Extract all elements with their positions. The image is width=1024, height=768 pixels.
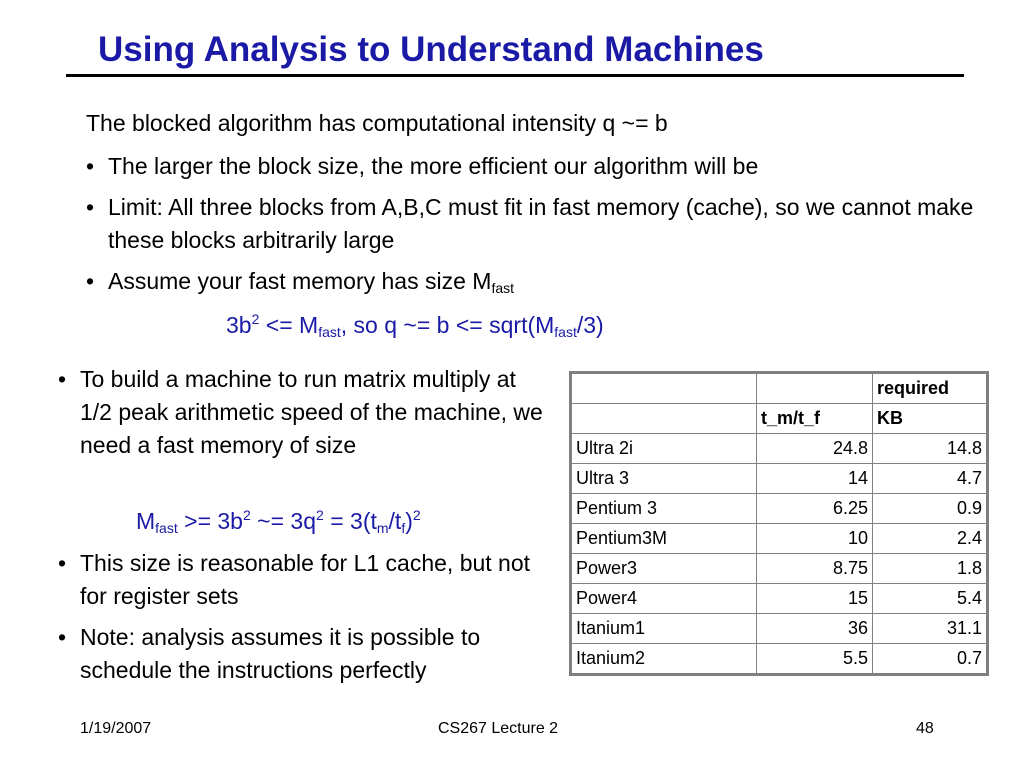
header-cell: [572, 374, 757, 404]
machine-name-cell: Power4: [572, 584, 757, 614]
ratio-cell: 8.75: [757, 554, 873, 584]
bullet-dot: •: [58, 366, 67, 392]
ratio-cell: 10: [757, 524, 873, 554]
bullet-dot: •: [86, 194, 95, 220]
slide-title: Using Analysis to Understand Machines: [98, 30, 764, 69]
bullet-text: Note: analysis assumes it is possible to schedule the instructions perfectly: [80, 624, 481, 683]
bullet-text: The larger the block size, the more efficient our algorithm will be: [108, 153, 759, 179]
kb-cell: 0.9: [873, 494, 987, 524]
machine-name-cell: Pentium3M: [572, 524, 757, 554]
machine-name-cell: Ultra 3: [572, 464, 757, 494]
bullet-dot: •: [58, 550, 67, 576]
bullet-build-machine: [58, 363, 550, 462]
header-cell: [572, 404, 757, 434]
table-row: [572, 524, 987, 554]
table-row: [572, 434, 987, 464]
ratio-cell: 15: [757, 584, 873, 614]
title-underline: [66, 74, 964, 77]
kb-cell: 1.8: [873, 554, 987, 584]
table-row: [572, 494, 987, 524]
table-header-row: [572, 404, 987, 434]
subscript-fast: fast: [491, 280, 515, 296]
footer-date: 1/19/2007: [80, 720, 152, 737]
kb-cell: 14.8: [873, 434, 987, 464]
bullet-dot: •: [58, 624, 67, 650]
ratio-cell: 6.25: [757, 494, 873, 524]
formula-fast-memory: $M_{fast} >= 3b^2$ ~= $3q^2 = 3(t_m/t_f)^2$: [136, 507, 421, 536]
bullet-l1-cache: [58, 547, 550, 613]
bullet-block-size: [86, 150, 988, 183]
table-header-row: [572, 374, 987, 404]
kb-cell: 0.7: [873, 644, 987, 674]
kb-cell: 31.1: [873, 614, 987, 644]
ratio-cell: 14: [757, 464, 873, 494]
formula-block-limit: $3b^2 <= M_{fast}$, so q ~= $b <= sqrt(M_{fast}/3)$: [226, 311, 604, 340]
machine-name-cell: Itanium1: [572, 614, 757, 644]
footer-course: CS267 Lecture 2: [438, 720, 559, 737]
bullet-text: Limit: All three blocks from A,B,C must fit in fast memory (cache), so we cannot make these blocks arbitrarily large: [108, 194, 974, 253]
table-row: [572, 644, 987, 674]
bullet-dot: •: [86, 153, 95, 179]
machine-name-cell: Itanium2: [572, 644, 757, 674]
bullet-schedule-note: [58, 621, 550, 687]
kb-cell: 5.4: [873, 584, 987, 614]
table-row: [572, 554, 987, 584]
machine-table: [571, 373, 987, 674]
table-row: [572, 584, 987, 614]
header-ratio: t_m/t_f: [757, 404, 873, 434]
kb-cell: 4.7: [873, 464, 987, 494]
bullet-assume: [86, 265, 988, 298]
ratio-cell: 5.5: [757, 644, 873, 674]
table-row: [572, 464, 987, 494]
machine-name-cell: Ultra 2i: [572, 434, 757, 464]
bullet-limit: [86, 191, 988, 257]
header-kb: KB: [873, 404, 987, 434]
header-cell: [757, 374, 873, 404]
intro-line: The blocked algorithm has computational intensity q ~= b: [86, 110, 668, 136]
header-required: required: [873, 374, 987, 404]
table-row: [572, 614, 987, 644]
ratio-cell: 36: [757, 614, 873, 644]
bullet-text: This size is reasonable for L1 cache, but not for register sets: [80, 550, 531, 609]
machine-name-cell: Power3: [572, 554, 757, 584]
footer-page-number: 48: [916, 720, 934, 737]
bullet-dot: •: [86, 268, 95, 294]
machine-name-cell: Pentium 3: [572, 494, 757, 524]
ratio-cell: 24.8: [757, 434, 873, 464]
bullet-text: Assume your fast memory has size M: [108, 268, 492, 294]
bullet-text: To build a machine to run matrix multiply at 1/2 peak arithmetic speed of the machine, we need a fast memory of size: [80, 366, 543, 458]
kb-cell: 2.4: [873, 524, 987, 554]
